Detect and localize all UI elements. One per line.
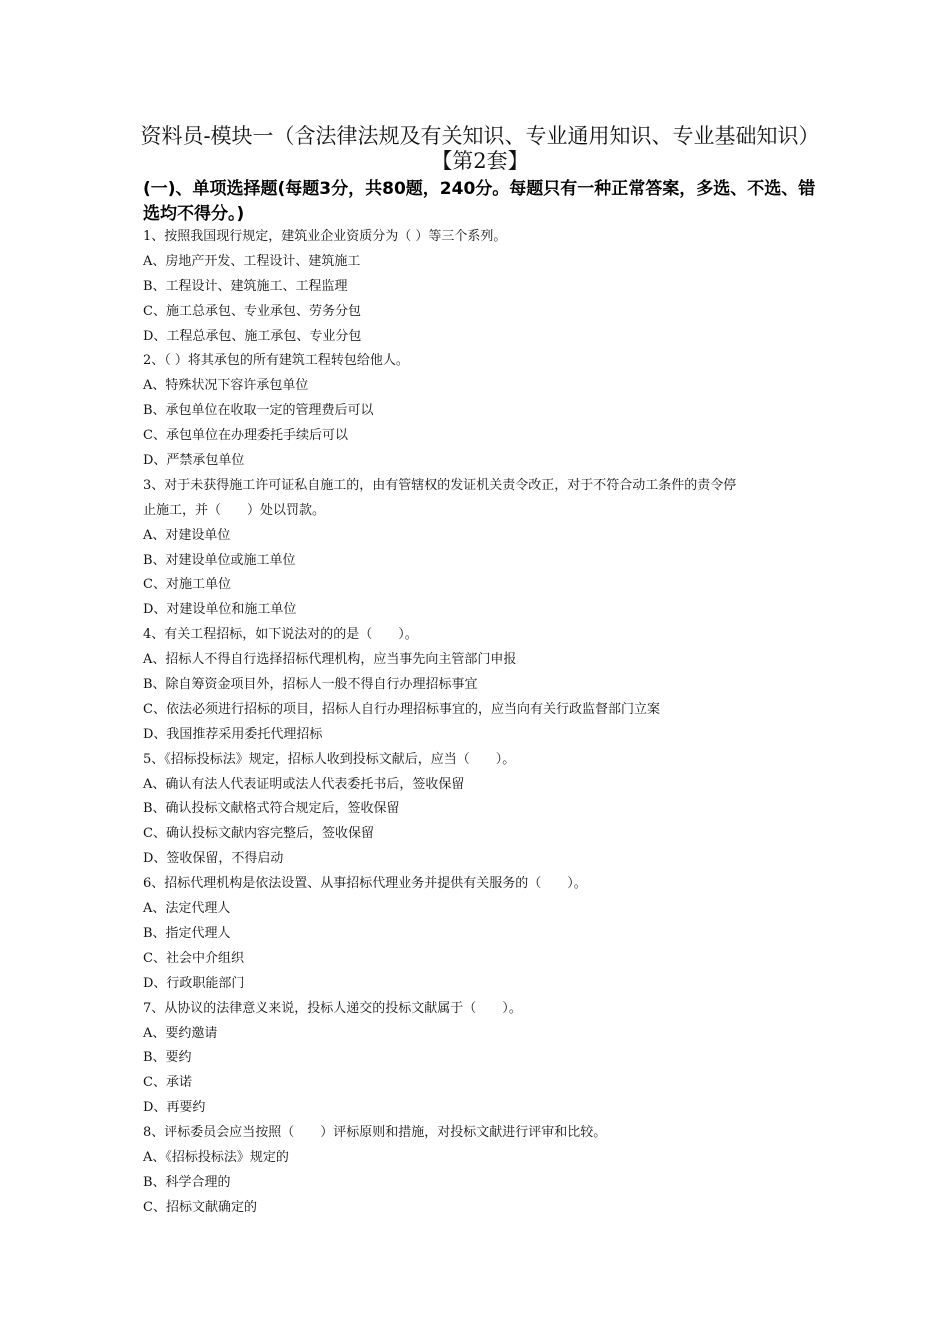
question-line: 止施工，并（ ）处以罚款。 bbox=[143, 502, 326, 518]
answer-option: B、要约 bbox=[143, 1050, 192, 1066]
answer-option: D、签收保留，不得启动 bbox=[143, 851, 284, 867]
answer-option: A、法定代理人 bbox=[143, 901, 231, 917]
answer-option: D、对建设单位和施工单位 bbox=[143, 602, 297, 618]
question-line: 4、有关工程招标，如下说法对的的是（ ）。 bbox=[143, 627, 418, 643]
question-line: 5、《招标投标法》规定，招标人收到投标文献后，应当（ ）。 bbox=[143, 751, 516, 767]
answer-option: A、对建设单位 bbox=[143, 527, 231, 543]
answer-option: B、科学合理的 bbox=[143, 1174, 231, 1190]
question-line: 6、招标代理机构是依法设置、从事招标代理业务并提供有关服务的（ ）。 bbox=[143, 876, 587, 892]
answer-option: A、房地产开发、工程设计、建筑施工 bbox=[143, 253, 361, 269]
answer-option: A、招标人不得自行选择招标代理机构，应当事先向主管部门申报 bbox=[143, 652, 517, 668]
answer-option: C、对施工单位 bbox=[143, 577, 231, 593]
answer-option: D、行政职能部门 bbox=[143, 975, 245, 991]
question-line: 3、对于未获得施工许可证私自施工的，由有管辖权的发证机关责令改正，对于不符合动工条件的责令停 bbox=[143, 477, 737, 493]
answer-option: C、招标文献确定的 bbox=[143, 1199, 257, 1215]
answer-option: A、要约邀请 bbox=[143, 1025, 218, 1041]
section-heading: (一)、单项选择题(每题3分，共80题，240分。每题只有一种正常答案，多选、不选、错选均不得分。) bbox=[143, 179, 816, 224]
answer-option: A、特殊状况下容许承包单位 bbox=[143, 378, 309, 394]
answer-option: B、工程设计、建筑施工、工程监理 bbox=[143, 278, 348, 294]
answer-option: B、承包单位在收取一定的管理费后可以 bbox=[143, 403, 374, 419]
question-line: 2、（ ）将其承包的所有建筑工程转包给他人。 bbox=[143, 353, 409, 369]
document-title: 资料员-模块一（含法律法规及有关知识、专业通用知识、专业基础知识）【第2套】 bbox=[140, 124, 820, 173]
answer-option: D、工程总承包、施工承包、专业分包 bbox=[143, 328, 362, 344]
answer-option: C、施工总承包、专业承包、劳务分包 bbox=[143, 303, 361, 319]
question-line: 7、从协议的法律意义来说，投标人递交的投标文献属于（ ）。 bbox=[143, 1000, 522, 1016]
question-list bbox=[143, 225, 823, 1221]
answer-option: A、《招标投标法》规定的 bbox=[143, 1149, 289, 1165]
answer-option: B、确认投标文献格式符合规定后，签收保留 bbox=[143, 801, 400, 817]
answer-option: B、指定代理人 bbox=[143, 925, 231, 941]
answer-option: C、承包单位在办理委托手续后可以 bbox=[143, 428, 348, 444]
question-line: 8、评标委员会应当按照（ ）评标原则和措施，对投标文献进行评审和比较。 bbox=[143, 1125, 607, 1141]
answer-option: B、对建设单位或施工单位 bbox=[143, 552, 296, 568]
answer-option: D、严禁承包单位 bbox=[143, 453, 245, 469]
answer-option: D、我国推荐采用委托代理招标 bbox=[143, 726, 323, 742]
answer-option: A、确认有法人代表证明或法人代表委托书后，签收保留 bbox=[143, 776, 465, 792]
answer-option: C、依法必须进行招标的项目，招标人自行办理招标事宜的，应当向有关行政监督部门立案 bbox=[143, 701, 660, 717]
answer-option: B、除自筹资金项目外，招标人一般不得自行办理招标事宜 bbox=[143, 677, 478, 693]
answer-option: C、社会中介组织 bbox=[143, 950, 244, 966]
answer-option: C、承诺 bbox=[143, 1075, 192, 1091]
answer-option: C、确认投标文献内容完整后，签收保留 bbox=[143, 826, 374, 842]
answer-option: D、再要约 bbox=[143, 1100, 206, 1116]
question-line: 1、按照我国现行规定，建筑业企业资质分为（ ）等三个系列。 bbox=[143, 229, 507, 244]
